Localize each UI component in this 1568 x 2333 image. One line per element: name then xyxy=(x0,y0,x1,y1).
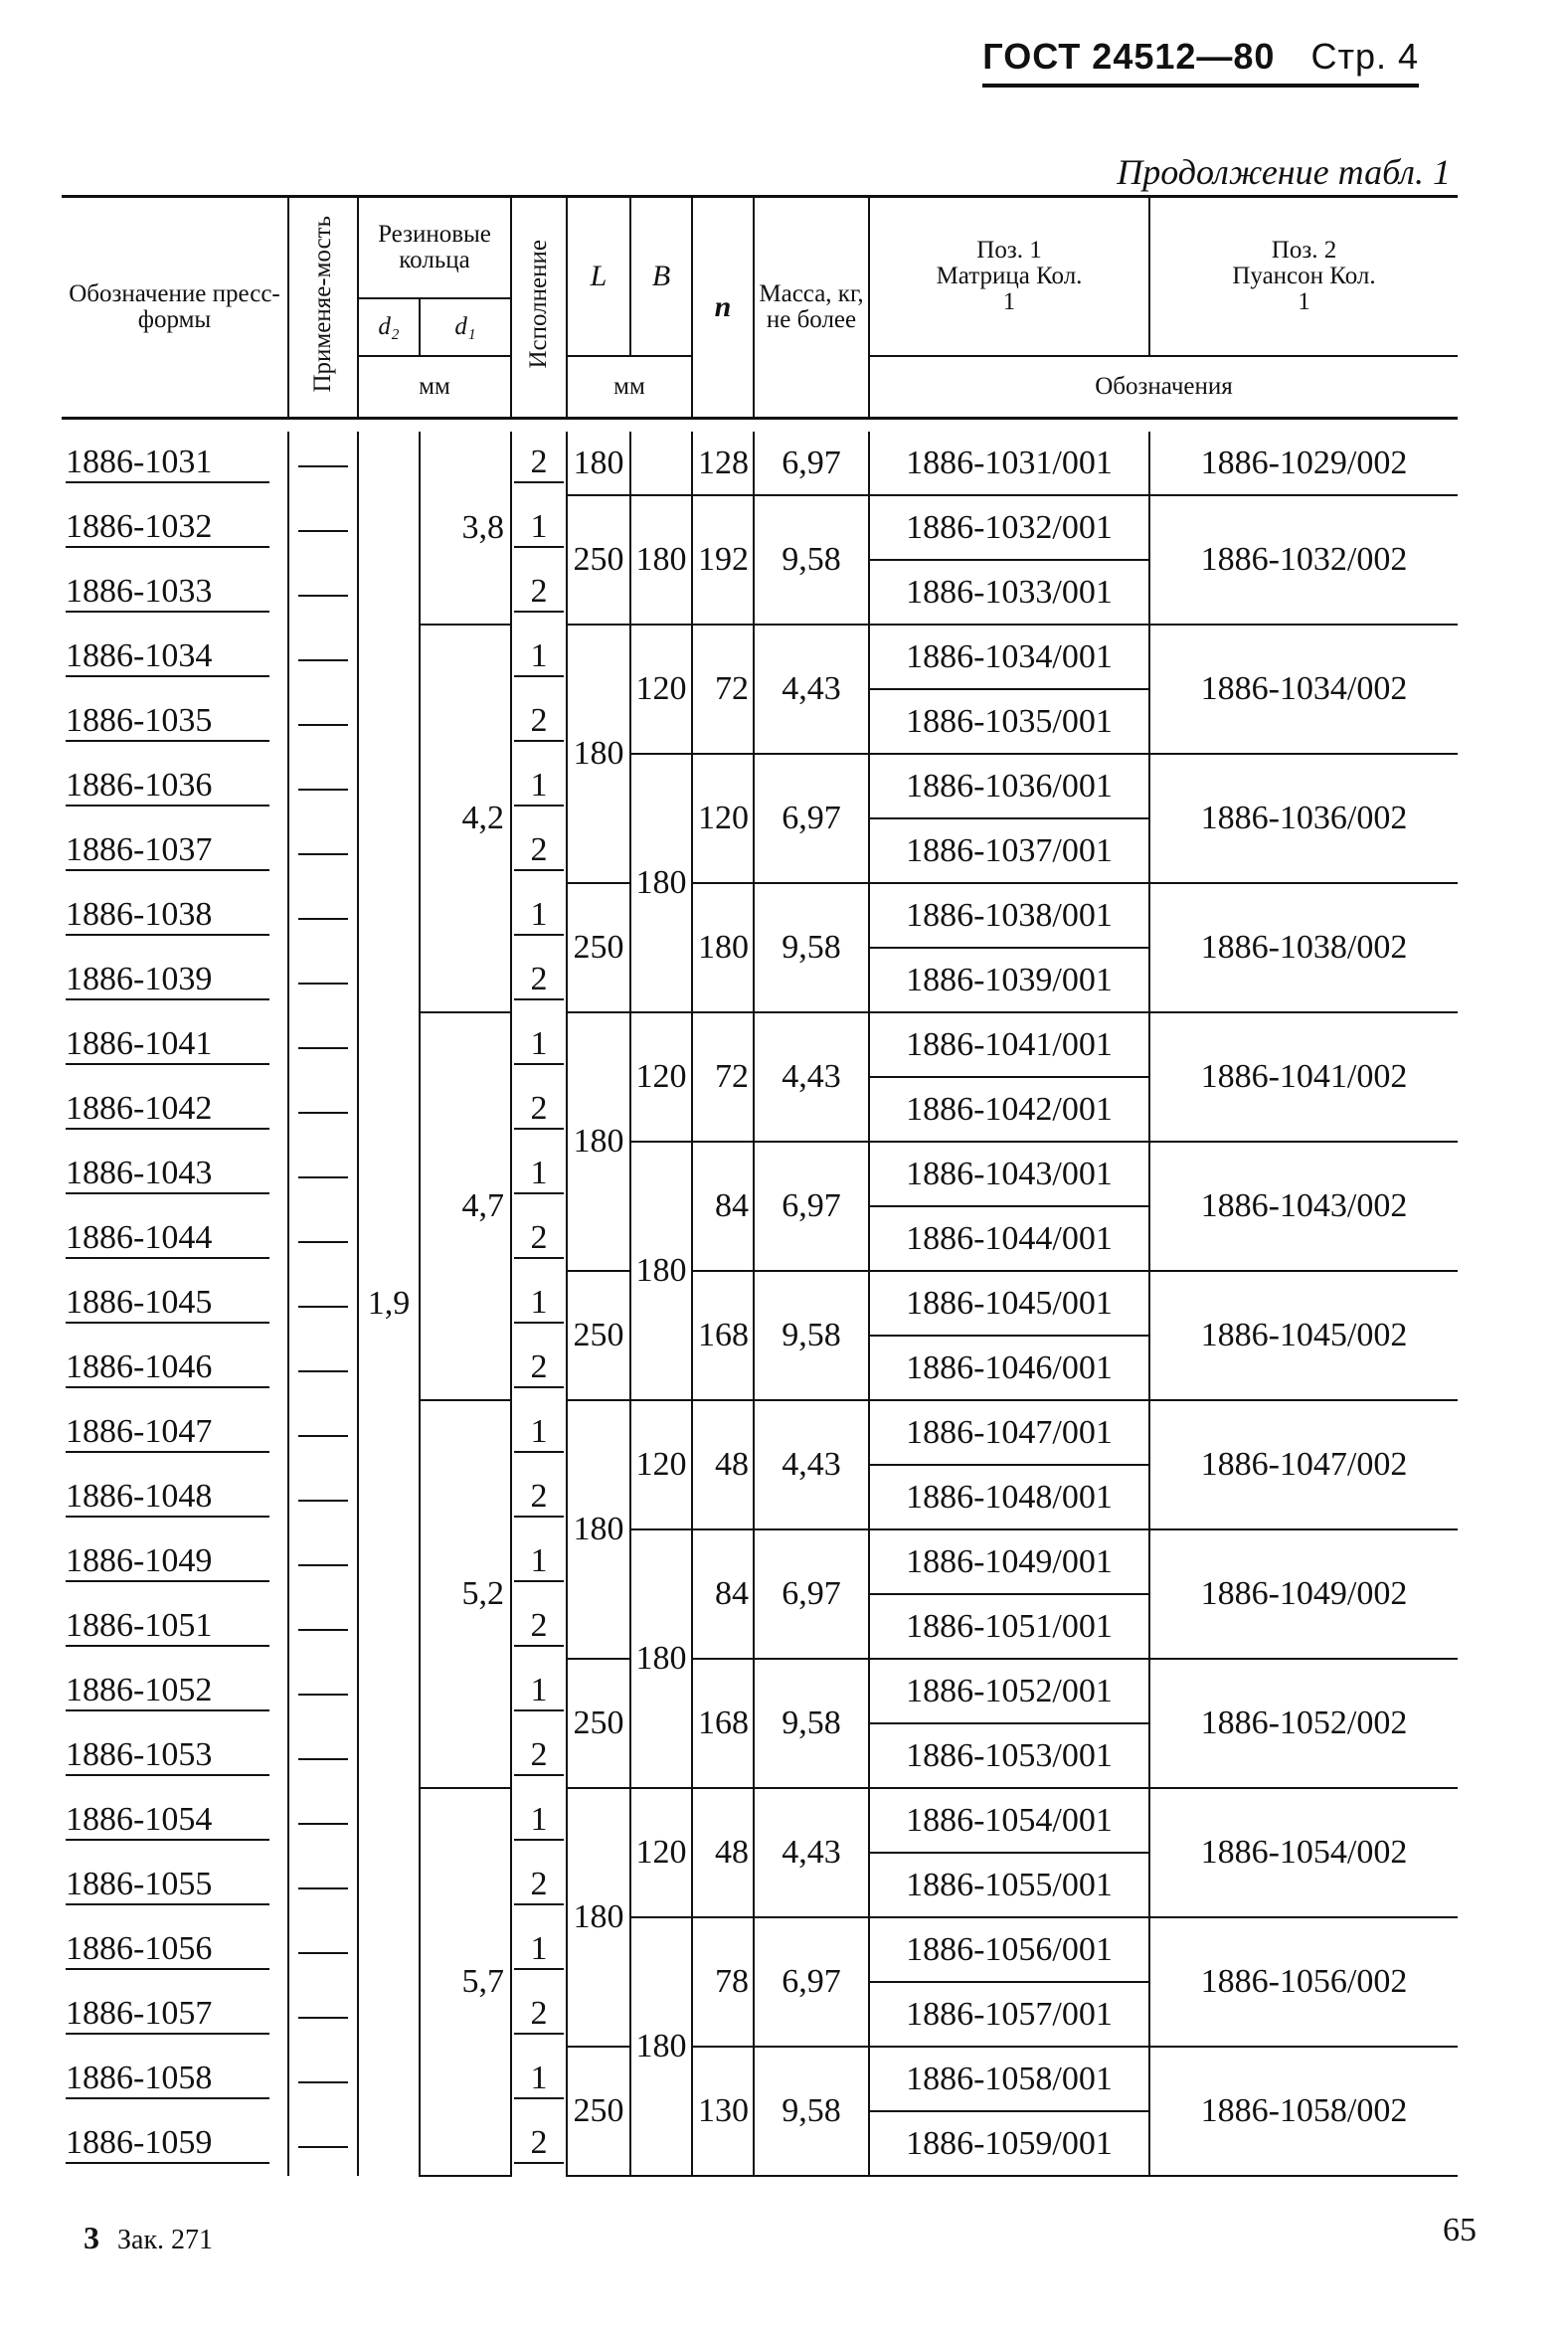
page-label: Стр. 4 xyxy=(1310,36,1419,77)
L-cell: 180 xyxy=(567,1012,630,1271)
pos1-cell: 1886-1038/001 xyxy=(869,883,1149,948)
B-cell: 180 xyxy=(630,1142,692,1400)
variant-cell-text: 1 xyxy=(514,1413,564,1453)
applicability-cell xyxy=(288,1853,358,1917)
pos1-cell: 1886-1045/001 xyxy=(869,1271,1149,1336)
pos1-cell: 1886-1057/001 xyxy=(869,1982,1149,2047)
press-form-code-text: 1886-1049 xyxy=(66,1542,269,1582)
n-cell: 84 xyxy=(692,1529,754,1659)
empty-dash xyxy=(298,1433,348,1437)
variant-cell-text: 2 xyxy=(514,1607,564,1647)
variant-cell-text: 1 xyxy=(514,1155,564,1194)
empty-dash xyxy=(298,1368,348,1372)
d1-cell: 3,8 xyxy=(420,432,511,625)
pos2-cell: 1886-1032/002 xyxy=(1149,495,1458,625)
pos1-cell: 1886-1053/001 xyxy=(869,1723,1149,1788)
n-header: n xyxy=(714,290,732,323)
variant-cell-text: 2 xyxy=(514,1866,564,1905)
variant-cell xyxy=(511,625,567,689)
pos2-cell: 1886-1058/002 xyxy=(1149,2047,1458,2176)
variant-cell-text: 2 xyxy=(514,1995,564,2035)
applicability-cell xyxy=(288,948,358,1012)
pos1-cell: 1886-1047/001 xyxy=(869,1400,1149,1465)
d1-cell: 5,7 xyxy=(420,1788,511,2176)
empty-dash xyxy=(298,1885,348,1889)
mass-cell: 9,58 xyxy=(754,1659,869,1788)
standard-number: ГОСТ 24512—80 xyxy=(982,36,1276,77)
variant-header: Исполнение xyxy=(525,240,552,369)
variant-cell xyxy=(511,1853,567,1917)
mass-cell: 6,97 xyxy=(754,432,869,495)
variant-cell xyxy=(511,2111,567,2176)
press-form-code xyxy=(62,948,288,1012)
d1-cell: 4,7 xyxy=(420,1012,511,1400)
empty-dash xyxy=(298,528,348,532)
pos2-cell: 1886-1029/002 xyxy=(1149,432,1458,495)
press-form-code xyxy=(62,1400,288,1465)
press-form-code-text: 1886-1038 xyxy=(66,896,269,936)
variant-cell xyxy=(511,689,567,754)
empty-dash xyxy=(298,657,348,661)
variant-cell-text: 2 xyxy=(514,1219,564,1259)
applicability-cell xyxy=(288,754,358,818)
mass-cell: 4,43 xyxy=(754,1400,869,1529)
B-cell: 120 xyxy=(630,1012,692,1142)
table-row xyxy=(62,754,1458,818)
pos1-cell: 1886-1044/001 xyxy=(869,1206,1149,1271)
press-form-code xyxy=(62,1982,288,2047)
variant-cell-text: 2 xyxy=(514,961,564,1000)
designation-header: Обозначение пресс-формы xyxy=(69,280,280,333)
applicability-cell xyxy=(288,818,358,883)
applicability-cell xyxy=(288,1206,358,1271)
table-row xyxy=(62,1400,1458,1465)
variant-cell-text: 1 xyxy=(514,1672,564,1711)
table-header-row-1 xyxy=(62,197,1458,299)
press-form-code xyxy=(62,1659,288,1723)
table-row xyxy=(62,883,1458,948)
press-form-code-text: 1886-1031 xyxy=(66,444,269,483)
variant-cell xyxy=(511,1594,567,1659)
variant-cell xyxy=(511,1271,567,1336)
footer-sheet-number: 3 xyxy=(84,2220,99,2255)
applicability-cell xyxy=(288,1917,358,1982)
empty-dash xyxy=(298,593,348,597)
applicability-cell xyxy=(288,2111,358,2176)
variant-cell-text: 1 xyxy=(514,896,564,936)
mass-cell: 6,97 xyxy=(754,1142,869,1271)
variant-cell xyxy=(511,1917,567,1982)
press-form-code xyxy=(62,818,288,883)
applicability-header: Применяе-мость xyxy=(309,216,336,393)
table-row xyxy=(62,495,1458,560)
L-cell: 250 xyxy=(567,2047,630,2176)
empty-dash xyxy=(298,2144,348,2148)
press-form-code xyxy=(62,1012,288,1077)
variant-cell-text: 1 xyxy=(514,2060,564,2099)
press-form-code-text: 1886-1051 xyxy=(66,1607,269,1647)
table-row xyxy=(62,1788,1458,1853)
applicability-cell xyxy=(288,1659,358,1723)
press-form-code xyxy=(62,1529,288,1594)
pos1-cell: 1886-1049/001 xyxy=(869,1529,1149,1594)
variant-cell-text: 1 xyxy=(514,508,564,548)
variant-cell xyxy=(511,818,567,883)
empty-dash xyxy=(298,1239,348,1243)
pos2-cell: 1886-1049/002 xyxy=(1149,1529,1458,1659)
press-form-code-text: 1886-1058 xyxy=(66,2060,269,2099)
empty-dash xyxy=(298,981,348,985)
variant-cell xyxy=(511,754,567,818)
variant-cell xyxy=(511,432,567,495)
variant-cell xyxy=(511,1659,567,1723)
variant-cell xyxy=(511,1788,567,1853)
table-row xyxy=(62,1917,1458,1982)
table-row xyxy=(62,1659,1458,1723)
press-form-code xyxy=(62,432,288,495)
d2-cell: 1,9 xyxy=(358,432,420,2176)
empty-dash xyxy=(298,1756,348,1760)
empty-dash xyxy=(298,463,348,467)
mass-cell: 4,43 xyxy=(754,1012,869,1142)
press-form-code-text: 1886-1032 xyxy=(66,508,269,548)
L-cell: 180 xyxy=(567,432,630,495)
table-row xyxy=(62,2047,1458,2111)
n-cell: 78 xyxy=(692,1917,754,2047)
applicability-cell xyxy=(288,1400,358,1465)
pos2-cell: 1886-1054/002 xyxy=(1149,1788,1458,1917)
L-cell: 180 xyxy=(567,625,630,883)
applicability-cell xyxy=(288,1982,358,2047)
press-form-code-text: 1886-1045 xyxy=(66,1284,269,1324)
empty-dash xyxy=(298,1562,348,1566)
pos1-cell: 1886-1042/001 xyxy=(869,1077,1149,1142)
press-form-code xyxy=(62,1077,288,1142)
press-form-code xyxy=(62,1723,288,1788)
press-form-code-text: 1886-1042 xyxy=(66,1090,269,1130)
mass-cell: 9,58 xyxy=(754,2047,869,2176)
applicability-cell xyxy=(288,560,358,625)
empty-dash xyxy=(298,2015,348,2019)
press-form-code xyxy=(62,495,288,560)
d1-cell: 5,2 xyxy=(420,1400,511,1788)
press-form-code xyxy=(62,560,288,625)
applicability-cell xyxy=(288,1529,358,1594)
n-cell: 120 xyxy=(692,754,754,883)
variant-cell xyxy=(511,1142,567,1206)
press-form-code-text: 1886-1053 xyxy=(66,1736,269,1776)
empty-dash xyxy=(298,851,348,855)
press-form-code xyxy=(62,883,288,948)
press-form-code-text: 1886-1056 xyxy=(66,1930,269,1970)
empty-dash xyxy=(298,916,348,920)
empty-dash xyxy=(298,1627,348,1631)
variant-cell xyxy=(511,1529,567,1594)
applicability-cell xyxy=(288,1788,358,1853)
n-cell: 192 xyxy=(692,495,754,625)
applicability-cell xyxy=(288,1336,358,1400)
L-cell: 180 xyxy=(567,1788,630,2047)
press-form-code xyxy=(62,1594,288,1659)
L-cell: 250 xyxy=(567,883,630,1012)
press-form-code xyxy=(62,1336,288,1400)
press-form-code xyxy=(62,2047,288,2111)
table-body xyxy=(62,432,1458,2176)
pos1-cell: 1886-1055/001 xyxy=(869,1853,1149,1917)
document-header xyxy=(982,36,1419,88)
press-form-code xyxy=(62,625,288,689)
variant-cell xyxy=(511,1012,567,1077)
mass-cell: 4,43 xyxy=(754,625,869,754)
d2-header: d₂ xyxy=(378,313,400,340)
variant-cell-text: 2 xyxy=(514,831,564,871)
B-cell xyxy=(630,432,692,495)
variant-cell xyxy=(511,1077,567,1142)
table-row xyxy=(62,1271,1458,1336)
B-cell: 120 xyxy=(630,625,692,754)
press-form-code-text: 1886-1052 xyxy=(66,1672,269,1711)
press-form-code-text: 1886-1054 xyxy=(66,1801,269,1841)
pos2-cell: 1886-1056/002 xyxy=(1149,1917,1458,2047)
rubber-rings-header: Резиновые кольца xyxy=(378,221,491,273)
press-form-code xyxy=(62,1788,288,1853)
variant-cell-text: 2 xyxy=(514,1736,564,1776)
L-header: L xyxy=(590,260,608,292)
mm-header-dims: мм xyxy=(613,373,645,400)
empty-dash xyxy=(298,1304,348,1308)
empty-dash xyxy=(298,1498,348,1502)
variant-cell xyxy=(511,948,567,1012)
variant-cell-text: 2 xyxy=(514,444,564,483)
press-form-code xyxy=(62,689,288,754)
L-cell: 250 xyxy=(567,1271,630,1400)
variant-cell-text: 1 xyxy=(514,637,564,677)
press-form-code-text: 1886-1041 xyxy=(66,1025,269,1065)
press-form-code-text: 1886-1033 xyxy=(66,573,269,613)
pos2-cell: 1886-1034/002 xyxy=(1149,625,1458,754)
pos1-cell: 1886-1052/001 xyxy=(869,1659,1149,1723)
n-cell: 168 xyxy=(692,1271,754,1400)
B-cell: 120 xyxy=(630,1788,692,1917)
variant-cell-text: 1 xyxy=(514,1801,564,1841)
applicability-cell xyxy=(288,1077,358,1142)
variant-cell-text: 2 xyxy=(514,1478,564,1518)
variant-cell-text: 2 xyxy=(514,573,564,613)
mass-cell: 4,43 xyxy=(754,1788,869,1917)
n-cell: 130 xyxy=(692,2047,754,2176)
press-form-code xyxy=(62,1206,288,1271)
press-form-code-text: 1886-1047 xyxy=(66,1413,269,1453)
press-form-code xyxy=(62,1917,288,1982)
B-header: B xyxy=(651,260,671,292)
L-cell: 180 xyxy=(567,1400,630,1659)
mass-cell: 9,58 xyxy=(754,1271,869,1400)
variant-cell xyxy=(511,1465,567,1529)
press-form-code-text: 1886-1034 xyxy=(66,637,269,677)
press-form-code-text: 1886-1048 xyxy=(66,1478,269,1518)
applicability-cell xyxy=(288,495,358,560)
variant-cell xyxy=(511,1206,567,1271)
variant-cell xyxy=(511,1336,567,1400)
press-form-code-text: 1886-1059 xyxy=(66,2124,269,2164)
variant-cell-text: 2 xyxy=(514,1348,564,1388)
pos1-cell: 1886-1058/001 xyxy=(869,2047,1149,2111)
mass-cell: 6,97 xyxy=(754,754,869,883)
pos2-cell: 1886-1041/002 xyxy=(1149,1012,1458,1142)
pos1-cell: 1886-1037/001 xyxy=(869,818,1149,883)
pos2-cell: 1886-1047/002 xyxy=(1149,1400,1458,1529)
variant-cell-text: 2 xyxy=(514,2124,564,2164)
press-form-code xyxy=(62,1853,288,1917)
pos1-cell: 1886-1043/001 xyxy=(869,1142,1149,1206)
empty-dash xyxy=(298,1174,348,1178)
variant-cell-text: 1 xyxy=(514,1930,564,1970)
table-continuation-label: Продолжение табл. 1 xyxy=(1117,152,1451,192)
table-row xyxy=(62,625,1458,689)
pos1-cell: 1886-1035/001 xyxy=(869,689,1149,754)
press-form-code-text: 1886-1043 xyxy=(66,1155,269,1194)
applicability-cell xyxy=(288,1271,358,1336)
pos1-cell: 1886-1054/001 xyxy=(869,1788,1149,1853)
n-cell: 128 xyxy=(692,432,754,495)
footer-order xyxy=(84,2220,213,2256)
pos2-cell: 1886-1036/002 xyxy=(1149,754,1458,883)
pos2-header: Поз. 2 Пуансон Кол. 1 xyxy=(1232,237,1376,315)
pos1-cell: 1886-1034/001 xyxy=(869,625,1149,689)
empty-dash xyxy=(298,1692,348,1696)
table-row xyxy=(62,1142,1458,1206)
table-row xyxy=(62,432,1458,495)
variant-cell-text: 1 xyxy=(514,1025,564,1065)
mass-header: Масса, кг, не более xyxy=(759,280,864,333)
pos1-header: Поз. 1 Матрица Кол. 1 xyxy=(936,237,1083,315)
variant-cell-text: 1 xyxy=(514,767,564,807)
variant-cell-text: 1 xyxy=(514,1542,564,1582)
pos1-cell: 1886-1031/001 xyxy=(869,432,1149,495)
empty-dash xyxy=(298,1950,348,1954)
variant-cell xyxy=(511,560,567,625)
table-row xyxy=(62,1012,1458,1077)
mass-cell: 9,58 xyxy=(754,883,869,1012)
press-form-code xyxy=(62,1271,288,1336)
empty-dash xyxy=(298,2079,348,2083)
applicability-cell xyxy=(288,883,358,948)
pos1-cell: 1886-1051/001 xyxy=(869,1594,1149,1659)
n-cell: 168 xyxy=(692,1659,754,1788)
footer-order-text: Зак. 271 xyxy=(117,2225,214,2255)
pos1-cell: 1886-1033/001 xyxy=(869,560,1149,625)
variant-cell-text: 2 xyxy=(514,702,564,742)
L-cell: 250 xyxy=(567,1659,630,1788)
variant-cell-text: 2 xyxy=(514,1090,564,1130)
pos1-cell: 1886-1046/001 xyxy=(869,1336,1149,1400)
variant-cell-text: 1 xyxy=(514,1284,564,1324)
empty-dash xyxy=(298,1045,348,1049)
pos1-cell: 1886-1048/001 xyxy=(869,1465,1149,1529)
pos2-cell: 1886-1052/002 xyxy=(1149,1659,1458,1788)
n-cell: 48 xyxy=(692,1400,754,1529)
B-cell: 180 xyxy=(630,495,692,625)
empty-dash xyxy=(298,1821,348,1825)
table-row xyxy=(62,1529,1458,1594)
designations-header: Обозначения xyxy=(1095,373,1233,400)
variant-cell xyxy=(511,495,567,560)
variant-cell xyxy=(511,1982,567,2047)
d1-cell: 4,2 xyxy=(420,625,511,1012)
n-cell: 48 xyxy=(692,1788,754,1917)
n-cell: 72 xyxy=(692,625,754,754)
pos2-cell: 1886-1038/002 xyxy=(1149,883,1458,1012)
variant-cell xyxy=(511,2047,567,2111)
applicability-cell xyxy=(288,1594,358,1659)
applicability-cell xyxy=(288,1142,358,1206)
press-form-code xyxy=(62,2111,288,2176)
press-form-table xyxy=(62,195,1458,2177)
pos1-cell: 1886-1056/001 xyxy=(869,1917,1149,1982)
applicability-cell xyxy=(288,1465,358,1529)
press-form-code-text: 1886-1035 xyxy=(66,702,269,742)
press-form-code-text: 1886-1044 xyxy=(66,1219,269,1259)
empty-dash xyxy=(298,722,348,726)
press-form-code-text: 1886-1036 xyxy=(66,767,269,807)
empty-dash xyxy=(298,787,348,791)
pos2-cell: 1886-1045/002 xyxy=(1149,1271,1458,1400)
B-cell: 180 xyxy=(630,1917,692,2176)
mass-cell: 6,97 xyxy=(754,1917,869,2047)
pos1-cell: 1886-1059/001 xyxy=(869,2111,1149,2176)
press-form-code-text: 1886-1037 xyxy=(66,831,269,871)
L-cell: 250 xyxy=(567,495,630,625)
press-form-code xyxy=(62,1465,288,1529)
press-form-code-text: 1886-1046 xyxy=(66,1348,269,1388)
variant-cell xyxy=(511,1723,567,1788)
mm-header-rings: мм xyxy=(419,373,450,400)
page-number: 65 xyxy=(1443,2212,1477,2248)
pos1-cell: 1886-1036/001 xyxy=(869,754,1149,818)
n-cell: 180 xyxy=(692,883,754,1012)
pos2-cell: 1886-1043/002 xyxy=(1149,1142,1458,1271)
empty-dash xyxy=(298,1110,348,1114)
n-cell: 72 xyxy=(692,1012,754,1142)
applicability-cell xyxy=(288,625,358,689)
n-cell: 84 xyxy=(692,1142,754,1271)
applicability-cell xyxy=(288,1012,358,1077)
applicability-cell xyxy=(288,432,358,495)
variant-cell xyxy=(511,883,567,948)
mass-cell: 9,58 xyxy=(754,495,869,625)
applicability-cell xyxy=(288,689,358,754)
applicability-cell xyxy=(288,2047,358,2111)
B-cell: 120 xyxy=(630,1400,692,1529)
variant-cell xyxy=(511,1400,567,1465)
applicability-cell xyxy=(288,1723,358,1788)
press-form-code-text: 1886-1055 xyxy=(66,1866,269,1905)
press-form-code-text: 1886-1057 xyxy=(66,1995,269,2035)
pos1-cell: 1886-1039/001 xyxy=(869,948,1149,1012)
pos1-cell: 1886-1041/001 xyxy=(869,1012,1149,1077)
press-form-code xyxy=(62,754,288,818)
B-cell: 180 xyxy=(630,1529,692,1788)
pos1-cell: 1886-1032/001 xyxy=(869,495,1149,560)
press-form-code-text: 1886-1039 xyxy=(66,961,269,1000)
press-form-code xyxy=(62,1142,288,1206)
B-cell: 180 xyxy=(630,754,692,1012)
d1-header: d₁ xyxy=(454,313,476,340)
mass-cell: 6,97 xyxy=(754,1529,869,1659)
